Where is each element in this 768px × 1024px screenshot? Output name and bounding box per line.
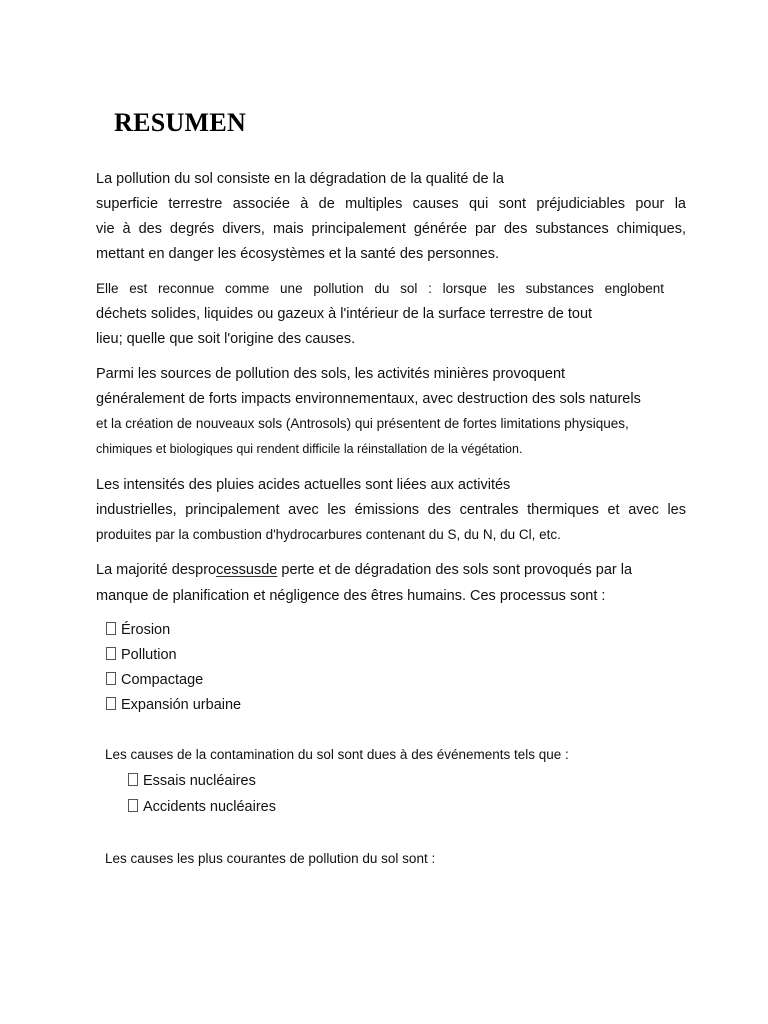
bullet-box-icon [106,622,116,635]
paragraph-3-line-4: chimiques et biologiques qui rendent difficile la réinstallation de la végétation. [96,442,523,456]
bullet-box-icon [128,773,138,786]
paragraph-2-line-1: Elle est reconnue comme une pollution du sol : lorsque les substances englobent [96,281,664,296]
paragraph-5-line-1 [96,561,632,579]
paragraph-2-line-2: déchets solides, liquides ou gazeux à l'intérieur de la surface terrestre de tout [96,306,593,322]
list-item: Accidents nucléaires [128,798,276,816]
causes-intro: Les causes de la contamination du sol sont dues à des événements tels que : [105,747,569,762]
paragraph-2-line-3: lieu; quelle que soit l'origine des causes. [96,331,356,347]
paragraph-5-text-a: La majorité despro [96,562,217,578]
paragraph-4-line-2: industrielles, principalement avec les émissions des centrales thermiques et avec les [96,502,686,518]
common-causes-heading: Les causes les plus courantes de pollution du sol sont : [105,851,436,866]
paragraph-1-line-1: La pollution du sol consiste en la dégradation de la qualité de la [96,171,504,187]
list-item: Essais nucléaires [128,772,256,790]
paragraph-1-line-3: vie à des degrés divers, mais principalement générée par des substances chimiques, [96,221,686,237]
paragraph-4-line-3: produites par la combustion d'hydrocarbures contenant du S, du N, du Cl, etc. [96,527,561,542]
list-item: Pollution [106,646,177,664]
paragraph-3-line-3: et la création de nouveaux sols (Antrosols) qui présentent de fortes limitations physiques, [96,416,629,431]
bullet-box-icon [106,647,116,660]
paragraph-1-line-4: mettant en danger les écosystèmes et la santé des personnes. [96,246,500,262]
page-title: RESUMEN [114,108,247,137]
list-item: Érosion [106,621,170,639]
paragraph-4-line-1: Les intensités des pluies acides actuelles sont liées aux activités [96,477,511,493]
bullet-box-icon [106,697,116,710]
bullet-box-icon [106,672,116,685]
paragraph-5-line-2: manque de planification et négligence des êtres humains. Ces processus sont : [96,588,606,604]
list-item: Compactage [106,671,203,689]
paragraph-1-line-2: superficie terrestre associée à de multiples causes qui sont préjudiciables pour la [96,196,686,212]
bullet-box-icon [128,799,138,812]
paragraph-5-text-b: perte et de dégradation des sols sont provoqués par la [277,562,633,578]
paragraph-3-line-2: généralement de forts impacts environnementaux, avec destruction des sols naturels [96,391,641,407]
misspelled-word: cessusde [216,562,278,578]
list-item: Expansión urbaine [106,696,241,714]
paragraph-3-line-1: Parmi les sources de pollution des sols, les activités minières provoquent [96,366,566,382]
